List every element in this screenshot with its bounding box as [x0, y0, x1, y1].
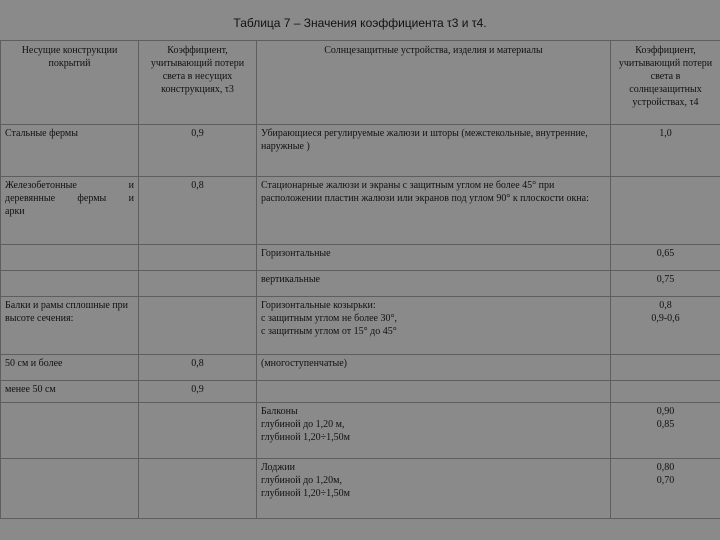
- table-row: [1, 459, 720, 519]
- cell-tau3: 0,9: [139, 125, 257, 177]
- cell-device: Горизонтальные: [257, 245, 611, 271]
- cell-tau3: [139, 403, 257, 459]
- cell-device: [257, 403, 611, 459]
- cell-line: 0,8: [659, 300, 672, 311]
- cell-tau4: [611, 297, 720, 355]
- cell-construction: [1, 271, 139, 297]
- cell-line: арки: [5, 206, 25, 217]
- cell-tau3: [139, 271, 257, 297]
- coefficients-table: [0, 40, 720, 519]
- table-row: [1, 297, 720, 355]
- cell-tau3: 0,8: [139, 177, 257, 245]
- cell-device: вертикальные: [257, 271, 611, 297]
- cell-device: [257, 381, 611, 403]
- cell-construction: [1, 459, 139, 519]
- cell-device: (многоступенчатые): [257, 355, 611, 381]
- cell-tau3: [139, 459, 257, 519]
- cell-construction: [1, 177, 139, 245]
- table-row: [1, 125, 720, 177]
- cell-tau3: [139, 245, 257, 271]
- cell-device: [257, 297, 611, 355]
- table-row: [1, 355, 720, 381]
- cell-line: с защитным углом не более 30°,: [261, 313, 397, 324]
- cell-construction: [1, 245, 139, 271]
- cell-line: глубиной до 1,20 м,: [261, 419, 345, 430]
- cell-tau3: [139, 297, 257, 355]
- cell-device: Стационарные жалюзи и экраны с защитным углом не более 45° при расположении пластин жалюзи или экранов под углом 90° к плоскости окна:: [257, 177, 611, 245]
- cell-line: 0,90: [656, 406, 675, 417]
- table-row: [1, 271, 720, 297]
- cell-line: 0,85: [656, 419, 675, 430]
- header-tau4: Коэффициент, учитывающий потери света в солнцезащитных устройствах, τ4: [611, 41, 720, 125]
- cell-tau4: 1,0: [611, 125, 720, 177]
- table-title: Таблица 7 – Значения коэффициента τ3 и τ4.: [233, 16, 487, 30]
- header-tau3: Коэффициент, учитывающий потери света в несущих конструкциях, τ3: [139, 41, 257, 125]
- cell-line: Железобетонные и: [5, 180, 134, 191]
- cell-tau4: [611, 355, 720, 381]
- cell-tau3: 0,9: [139, 381, 257, 403]
- header-load-bearing: Несущие конструкции покрытий: [1, 41, 139, 125]
- cell-tau3: 0,8: [139, 355, 257, 381]
- table-row: [1, 245, 720, 271]
- cell-tau4: [611, 459, 720, 519]
- cell-construction: 50 см и более: [1, 355, 139, 381]
- cell-construction: [1, 403, 139, 459]
- cell-construction: менее 50 см: [1, 381, 139, 403]
- cell-line: 0,80: [656, 462, 675, 473]
- cell-tau4: [611, 381, 720, 403]
- cell-device: [257, 459, 611, 519]
- cell-line: глубиной до 1,20м,: [261, 475, 343, 486]
- cell-tau4: 0,75: [611, 271, 720, 297]
- cell-line: Лоджии: [261, 462, 295, 473]
- cell-tau4: [611, 403, 720, 459]
- table-row: [1, 381, 720, 403]
- table-row: [1, 177, 720, 245]
- cell-line: деревянные фермы и: [5, 193, 134, 204]
- cell-line: глубиной 1,20÷1,50м: [261, 432, 350, 443]
- cell-line: Балконы: [261, 406, 298, 417]
- cell-construction: Балки и рамы сплошные при высоте сечения:: [1, 297, 139, 355]
- cell-construction: Стальные фермы: [1, 125, 139, 177]
- header-row: [1, 41, 720, 125]
- cell-tau4: 0,65: [611, 245, 720, 271]
- cell-tau4: [611, 177, 720, 245]
- cell-line: Горизонтальные козырьки:: [261, 300, 376, 311]
- cell-line: 0,70: [656, 475, 675, 486]
- cell-line: 0,9-0,6: [651, 313, 680, 324]
- cell-device: Убирающиеся регулируемые жалюзи и шторы (межстекольные, внутренние, наружные ): [257, 125, 611, 177]
- cell-line: глубиной 1,20÷1,50м: [261, 488, 350, 499]
- table-row: [1, 403, 720, 459]
- cell-line: с защитным углом от 15° до 45°: [261, 326, 397, 337]
- header-shading-devices: Солнцезащитные устройства, изделия и материалы: [257, 41, 611, 125]
